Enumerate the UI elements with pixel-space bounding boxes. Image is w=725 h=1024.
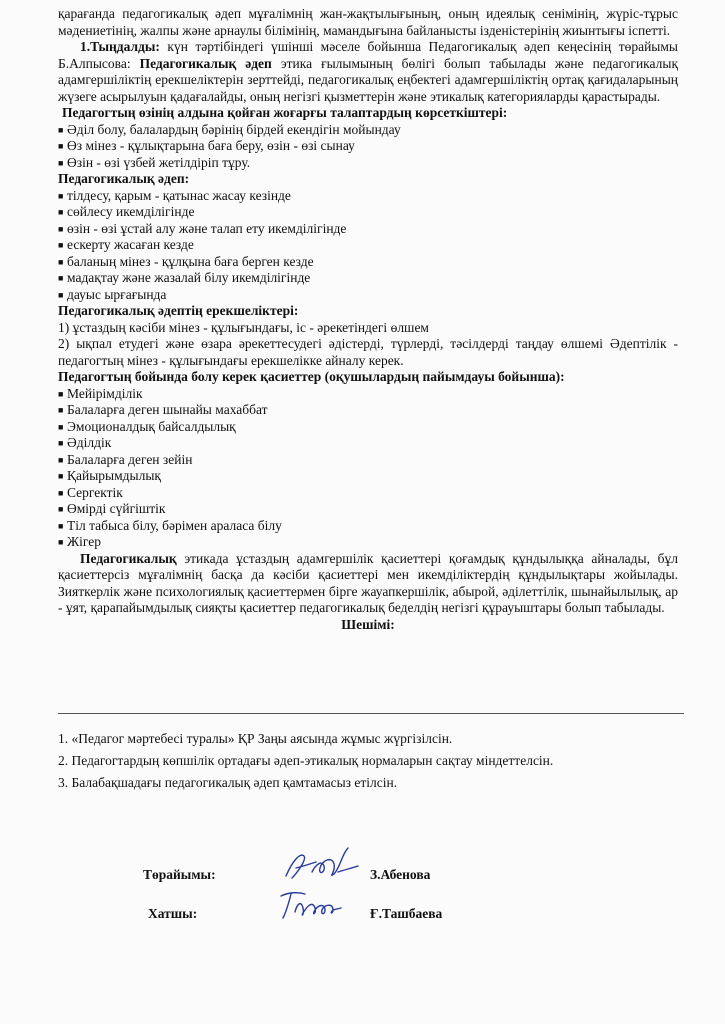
intro-paragraph: қарағанда педагогикалық әдеп мұғалімнің жан-жақтылығының, оның идеялық сенімінің, жүріс-тұрыс мәдениетінің, жалпы және арнаулы білімінің, мамандығына байланысты ізденістерінің жиынтығы іспетті. bbox=[58, 6, 678, 38]
bullet-icon: ■ bbox=[58, 256, 64, 267]
bullet-icon: ■ bbox=[58, 190, 64, 201]
bullet-icon: ■ bbox=[58, 207, 64, 217]
list-item: ■ Жігер bbox=[58, 534, 101, 549]
list-item: ■ Әділдік bbox=[58, 435, 112, 450]
bullet-icon: ■ bbox=[58, 124, 64, 135]
list-item: ■ Әділ болу, балалардың бәрінің бірдей екендігін мойындау bbox=[58, 121, 401, 137]
requirements-list bbox=[58, 122, 678, 172]
bullet-icon: ■ bbox=[58, 520, 64, 531]
listened-text-a: күн тәртібіндегі үшінші мәселе бойынша Педагогикалық әдеп кеңесінің төрайымы Б.Алпысова: bbox=[58, 39, 678, 71]
bullet-icon: ■ bbox=[58, 487, 64, 498]
bullet-icon: ■ bbox=[58, 223, 64, 234]
document-body bbox=[58, 6, 678, 633]
features-line-1: 1) ұстаздың кәсіби мінез - құлығындағы, іс - әрекетіндегі өлшем bbox=[58, 319, 429, 335]
list-item: ■ Өмірді сүйгіштік bbox=[58, 501, 166, 516]
bullet-icon: ■ bbox=[58, 289, 64, 300]
chair-signature-icon bbox=[282, 842, 362, 890]
list-item: ■ Эмоционалдық байсалдылық bbox=[58, 418, 236, 434]
bullet-icon: ■ bbox=[58, 537, 64, 547]
features-heading: Педагогикалық әдептің ерекшеліктері: bbox=[58, 303, 299, 318]
list-item: ■ сөйлесу икемділігінде bbox=[58, 204, 195, 219]
list-item: ■ Сергектік bbox=[58, 484, 123, 500]
bullet-icon: ■ bbox=[58, 388, 64, 399]
list-item: ■ баланың мінез - құлқына баға берген кезде bbox=[58, 253, 314, 269]
list-item: 2. Педагогтардың көпшілік ортадағы әдеп-этикалық нормаларын сақтау міндеттелсін. bbox=[58, 753, 554, 768]
list-item: ■ мадақтау және жазалай білу икемділігінде bbox=[58, 270, 311, 285]
list-item: ■ Қайырымдылық bbox=[58, 468, 161, 483]
list-item: ■ Мейірімділік bbox=[58, 385, 143, 401]
chair-name: З.Абенова bbox=[370, 867, 431, 882]
bullet-icon: ■ bbox=[58, 240, 64, 250]
decision-heading: Шешімі: bbox=[341, 616, 395, 632]
listened-text-b: этика ғылымының бөлігі болып табылады және педагогикалық адамгершіліктің ерекшеліктерін зерттейді, педагогикалық еңбектегі адамгершіліктің ортақ қағидаларының жүзеге асырылуын қадағалайды, оның негізгі қызметтерін және этикалық категорияларды қарастырады. bbox=[58, 55, 679, 104]
conclusion-paragraph bbox=[58, 551, 678, 617]
list-item: ■ Өз мінез - құлықтарына баға беру, өзін - өзі сынау bbox=[58, 138, 355, 153]
secretary-signature-icon bbox=[275, 886, 355, 926]
list-item: ■ Өзін - өзі үзбей жетілдіріп тұру. bbox=[58, 154, 251, 170]
list-item: ■ өзін - өзі ұстай алу және талап ету икемділігінде bbox=[58, 220, 347, 236]
list-item: 3. Балабақшадағы педагогикалық әдеп қамтамасыз етілсін. bbox=[58, 775, 398, 790]
requirements-heading: Педагогтың өзінің алдына қойған жоғарғы талаптардың көрсеткіштері: bbox=[62, 105, 508, 120]
tact-heading: Педагогикалық әдеп: bbox=[58, 171, 190, 186]
bullet-icon: ■ bbox=[58, 471, 64, 481]
bullet-icon: ■ bbox=[58, 438, 64, 448]
bullet-icon: ■ bbox=[58, 421, 64, 432]
list-item: ■ Балаларға деген шынайы махаббат bbox=[58, 402, 268, 417]
bullet-icon: ■ bbox=[58, 157, 64, 168]
list-item: ■ ескерту жасаған кезде bbox=[58, 237, 194, 252]
list-item: ■ дауыс ырғағында bbox=[58, 286, 167, 302]
decision-list bbox=[58, 728, 678, 794]
secretary-name: Ғ.Ташбаева bbox=[370, 906, 443, 921]
features-line-2: 2) ықпал етудегі және өзара әрекеттесудегі әдістерді, түрлерді, тәсілдерді таңдау өлшемі Әдептілік - педагогтың мінез - құлығындағы ерекшелікке айналу керек. bbox=[58, 336, 678, 368]
bullet-icon: ■ bbox=[58, 454, 64, 465]
horizontal-divider bbox=[58, 713, 684, 714]
tact-list bbox=[58, 188, 678, 304]
list-item: ■ Тіл табыса білу, бәрімен араласа білу bbox=[58, 517, 282, 533]
listened-label: 1.Тыңдалды: bbox=[80, 39, 160, 54]
listened-paragraph bbox=[58, 39, 678, 105]
qualities-list bbox=[58, 386, 678, 551]
bullet-icon: ■ bbox=[58, 405, 64, 415]
bullet-icon: ■ bbox=[58, 273, 64, 283]
conclusion-text: этикада ұстаздың адамгершілік қасиеттері қоғамдық құндылыққа айналады, бұл қасиеттерсіз мұғалімнің басқа да кәсіби қасиеттері мен икемділіктердің құндылықтары жойылады. Зияткерлік және психологиялық қасиеттермен бірге жауапкершілік, абырой, әділеттілік, шынайылылық, ар - ұят, қарапайымдылық сияқты қасиеттер педагогикалық беделдің негізгі құрауыштары болып табылады. bbox=[58, 550, 678, 615]
secretary-label: Хатшы: bbox=[148, 906, 198, 921]
list-item: ■ тілдесу, қарым - қатынас жасау кезінде bbox=[58, 187, 291, 203]
list-item: 1. «Педагог мәртебесі туралы» ҚР Заңы аясында жұмыс жүргізілсін. bbox=[58, 731, 453, 746]
bullet-icon: ■ bbox=[58, 504, 64, 514]
chair-label: Төрайымы: bbox=[143, 867, 216, 882]
list-item: ■ Балаларға деген зейін bbox=[58, 451, 193, 467]
conclusion-bold-term: Педагогикалық bbox=[80, 550, 177, 566]
listened-bold-term: Педагогикалық әдеп bbox=[139, 55, 272, 71]
qualities-heading: Педагогтың бойында болу керек қасиеттер (оқушылардың пайымдауы бойынша): bbox=[58, 369, 565, 384]
bullet-icon: ■ bbox=[58, 141, 64, 151]
